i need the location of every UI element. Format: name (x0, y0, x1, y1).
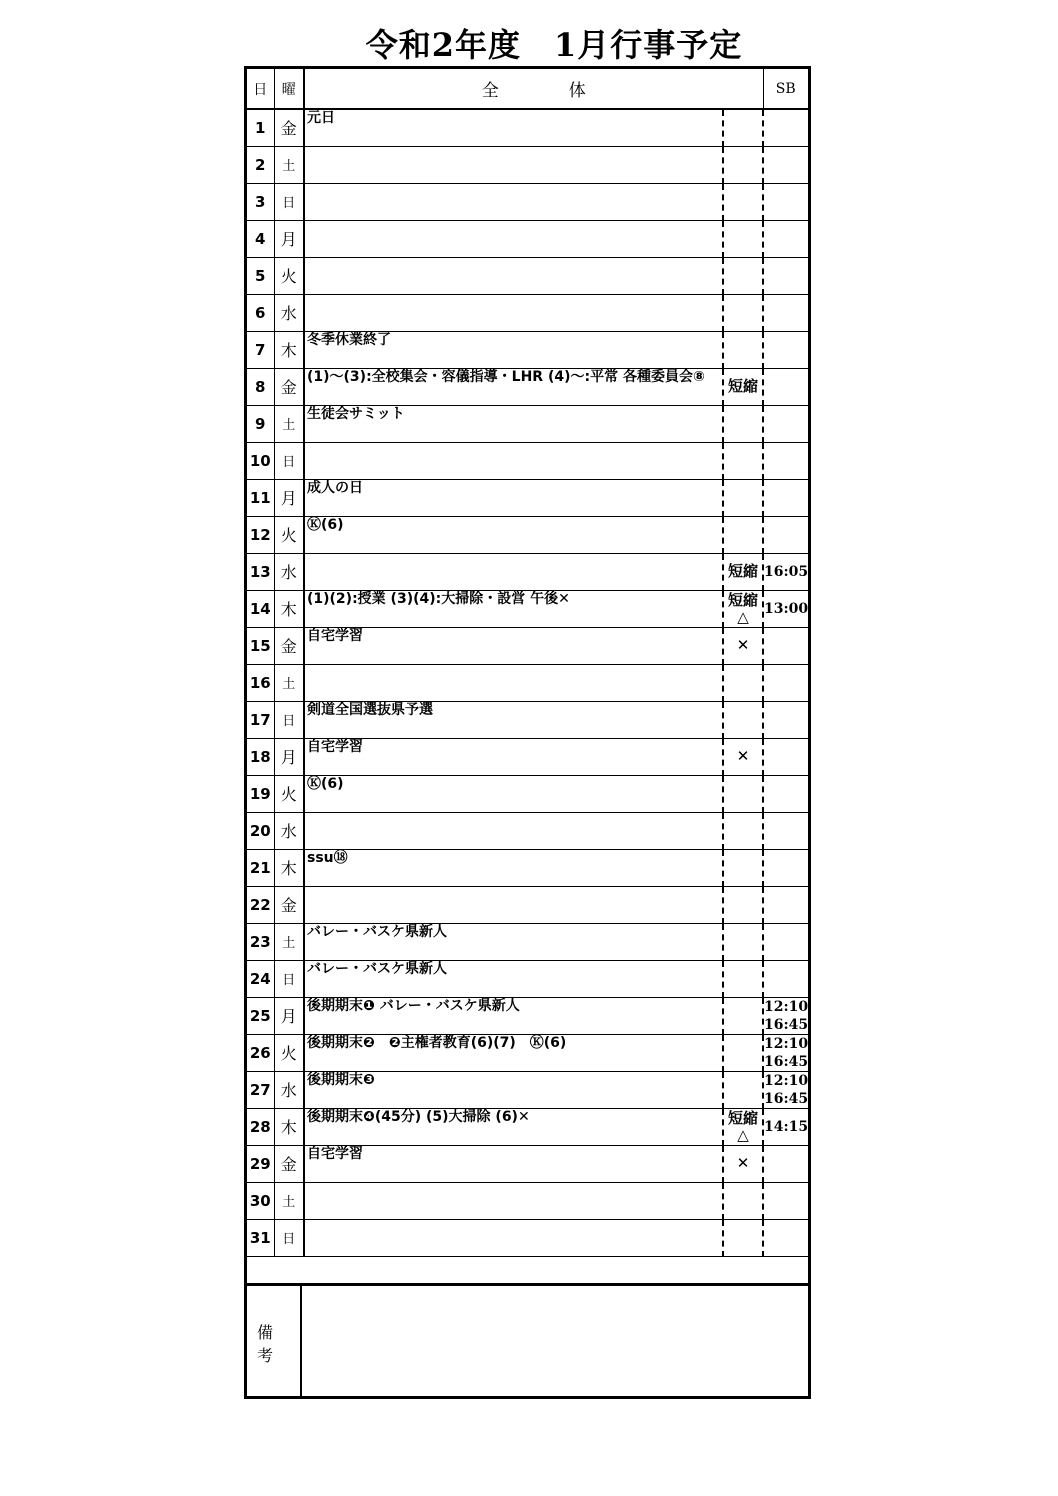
day-cell: 23 (247, 923, 274, 960)
sb-cell (763, 442, 808, 479)
sb-cell: 13:00 (763, 590, 808, 627)
day-cell: 26 (247, 1034, 274, 1071)
header-all (304, 69, 763, 109)
table-row (247, 553, 808, 590)
day-cell: 11 (247, 479, 274, 516)
weekday-cell: 金 (274, 109, 304, 146)
sb-cell: 16:05 (763, 553, 808, 590)
event-cell: 冬季休業終了 (304, 331, 723, 368)
event-cell: ssu⑱ (304, 849, 723, 886)
table-row (247, 849, 808, 886)
sb-cell: 12:10 16:45 (764, 1072, 808, 1107)
day-cell: 9 (247, 405, 274, 442)
day-cell: 16 (247, 664, 274, 701)
table-row (247, 1034, 808, 1071)
short-cell: ✕ (723, 627, 763, 664)
day-cell: 1 (247, 109, 274, 146)
event-cell (304, 183, 723, 220)
short-cell (723, 960, 763, 997)
sb-cell (763, 1219, 808, 1256)
table-row (247, 257, 808, 294)
short-cell (723, 701, 763, 738)
sb-cell (763, 405, 808, 442)
short-cell (723, 886, 763, 923)
table-row (247, 146, 808, 183)
table-row (247, 1071, 808, 1108)
weekday-cell: 月 (274, 220, 304, 257)
event-cell (304, 1182, 723, 1219)
sb-cell (763, 627, 808, 664)
weekday-cell: 金 (274, 627, 304, 664)
weekday-cell: 水 (274, 553, 304, 590)
sb-cell (763, 738, 808, 775)
day-cell: 28 (247, 1108, 274, 1145)
day-cell: 27 (247, 1071, 274, 1108)
weekday-cell: 火 (274, 257, 304, 294)
weekday-cell: 土 (274, 1182, 304, 1219)
weekday-cell: 土 (274, 923, 304, 960)
day-cell: 4 (247, 220, 274, 257)
sb-cell (763, 960, 808, 997)
event-cell (304, 146, 723, 183)
event-cell (304, 220, 723, 257)
event-cell: (1)(2):授業 (3)(4):大掃除・設営 午後✕ (304, 590, 723, 627)
event-cell: 自宅学習 (304, 627, 723, 664)
sb-cell (763, 812, 808, 849)
short-cell (723, 109, 763, 146)
event-cell (304, 442, 723, 479)
schedule-sheet (244, 66, 811, 1399)
weekday-cell: 日 (274, 960, 304, 997)
event-cell: 元日 (304, 109, 723, 146)
short-cell: 短縮 (723, 368, 763, 405)
event-cell: 生徒会サミット (304, 405, 723, 442)
table-row (247, 442, 808, 479)
short-cell (723, 294, 763, 331)
table-row (247, 701, 808, 738)
event-cell: Ⓚ(6) (304, 775, 723, 812)
header-all-2: 体 (568, 81, 586, 101)
sb-cell (763, 701, 808, 738)
day-cell: 14 (247, 590, 274, 627)
day-cell: 15 (247, 627, 274, 664)
short-cell (723, 923, 763, 960)
day-cell: 13 (247, 553, 274, 590)
short-cell (723, 997, 763, 1034)
short-cell (723, 1182, 763, 1219)
remarks-label: 備考 (247, 1286, 302, 1399)
table-row (247, 1182, 808, 1219)
event-cell: Ⓚ(6) (304, 516, 723, 553)
table-row (247, 220, 808, 257)
table-row (247, 183, 808, 220)
table-row (247, 886, 808, 923)
day-cell: 18 (247, 738, 274, 775)
weekday-cell: 土 (274, 405, 304, 442)
table-row (247, 590, 808, 627)
sb-cell (763, 109, 808, 146)
page-title: 令和2年度 1月行事予定 (365, 26, 743, 64)
table-row (247, 960, 808, 997)
event-cell (304, 553, 723, 590)
table-row (247, 331, 808, 368)
day-cell: 2 (247, 146, 274, 183)
weekday-cell: 土 (274, 664, 304, 701)
short-cell (723, 183, 763, 220)
weekday-cell: 木 (274, 1108, 304, 1145)
table-row (247, 1219, 808, 1256)
header-sb: SB (763, 69, 808, 109)
day-cell: 6 (247, 294, 274, 331)
weekday-cell: 火 (274, 775, 304, 812)
header-all-1: 全 (481, 81, 499, 101)
sb-cell (763, 368, 808, 405)
event-cell (304, 1219, 723, 1256)
day-cell: 10 (247, 442, 274, 479)
short-cell (723, 812, 763, 849)
weekday-cell: 金 (274, 1145, 304, 1182)
weekday-cell: 月 (274, 997, 304, 1034)
sb-cell: 14:15 (763, 1108, 808, 1145)
header-day: 日 (247, 69, 274, 109)
sb-cell (763, 331, 808, 368)
event-cell: 後期期末❹(45分) (5)大掃除 (6)✕ (304, 1108, 723, 1145)
weekday-cell: 土 (274, 146, 304, 183)
sb-cell (763, 1182, 808, 1219)
day-cell: 3 (247, 183, 274, 220)
short-cell (723, 220, 763, 257)
day-cell: 21 (247, 849, 274, 886)
header-weekday: 曜 (274, 69, 304, 109)
weekday-cell: 月 (274, 738, 304, 775)
sb-cell (763, 886, 808, 923)
sb-cell (763, 849, 808, 886)
remarks-body[interactable] (304, 1286, 808, 1399)
weekday-cell: 金 (274, 368, 304, 405)
weekday-cell: 水 (274, 1071, 304, 1108)
short-cell (723, 775, 763, 812)
sb-cell (763, 294, 808, 331)
weekday-cell: 木 (274, 331, 304, 368)
short-cell: ✕ (723, 1145, 763, 1182)
weekday-cell: 火 (274, 1034, 304, 1071)
sb-cell (763, 220, 808, 257)
short-cell (723, 479, 763, 516)
day-cell: 8 (247, 368, 274, 405)
day-cell: 20 (247, 812, 274, 849)
event-cell (304, 294, 723, 331)
weekday-cell: 日 (274, 1219, 304, 1256)
day-cell: 17 (247, 701, 274, 738)
weekday-cell: 日 (274, 701, 304, 738)
short-cell (723, 849, 763, 886)
header-row (247, 69, 808, 109)
weekday-cell: 木 (274, 590, 304, 627)
table-row (247, 738, 808, 775)
short-cell (723, 1034, 763, 1071)
sb-cell (763, 479, 808, 516)
table-row (247, 627, 808, 664)
event-cell: バレー・バスケ県新人 (304, 960, 723, 997)
day-cell: 24 (247, 960, 274, 997)
event-cell: 自宅学習 (304, 1145, 723, 1182)
event-cell: (1)～(3):全校集会・容儀指導・LHR (4)～:平常 各種委員会⑧ (304, 368, 723, 405)
day-cell: 5 (247, 257, 274, 294)
table-row (247, 294, 808, 331)
day-cell: 19 (247, 775, 274, 812)
day-cell: 12 (247, 516, 274, 553)
table-row (247, 405, 808, 442)
sb-cell: 12:10 16:45 (764, 998, 808, 1033)
day-cell: 22 (247, 886, 274, 923)
event-cell: 自宅学習 (304, 738, 723, 775)
sb-cell (763, 664, 808, 701)
short-cell: 短縮 (723, 553, 763, 590)
short-cell (723, 257, 763, 294)
day-cell: 25 (247, 997, 274, 1034)
short-cell (723, 664, 763, 701)
sb-cell (763, 257, 808, 294)
short-cell (723, 1219, 763, 1256)
table-row (247, 923, 808, 960)
table-row (247, 109, 808, 146)
table-row (247, 479, 808, 516)
sb-cell (763, 183, 808, 220)
sb-cell: 12:10 16:45 (764, 1035, 808, 1070)
table-row (247, 1145, 808, 1182)
event-cell: 剣道全国選抜県予選 (304, 701, 723, 738)
short-cell (723, 331, 763, 368)
event-cell (304, 257, 723, 294)
event-cell: 後期期末❸ (304, 1071, 723, 1108)
event-cell: 後期期末❷ ❷主権者教育(6)(7) Ⓚ(6) (304, 1034, 723, 1071)
event-cell: 成人の日 (304, 479, 723, 516)
weekday-cell: 金 (274, 886, 304, 923)
weekday-cell: 火 (274, 516, 304, 553)
short-cell (723, 146, 763, 183)
event-cell (304, 886, 723, 923)
sb-cell (763, 1145, 808, 1182)
event-cell: バレー・バスケ県新人 (304, 923, 723, 960)
weekday-cell: 日 (274, 183, 304, 220)
remarks-section (247, 1283, 808, 1399)
table-row (247, 812, 808, 849)
short-cell: 短縮 △ (723, 590, 763, 627)
short-cell (723, 442, 763, 479)
event-cell: 後期期末❶ バレー・バスケ県新人 (304, 997, 723, 1034)
weekday-cell: 木 (274, 849, 304, 886)
table-row (247, 516, 808, 553)
schedule-table (247, 69, 808, 1257)
weekday-cell: 月 (274, 479, 304, 516)
event-cell (304, 664, 723, 701)
sb-cell (763, 775, 808, 812)
weekday-cell: 水 (274, 294, 304, 331)
weekday-cell: 水 (274, 812, 304, 849)
day-cell: 7 (247, 331, 274, 368)
day-cell: 29 (247, 1145, 274, 1182)
day-cell: 31 (247, 1219, 274, 1256)
weekday-cell: 日 (274, 442, 304, 479)
short-cell (723, 405, 763, 442)
short-cell: ✕ (723, 738, 763, 775)
table-row (247, 664, 808, 701)
table-row (247, 775, 808, 812)
table-row (247, 1108, 808, 1145)
sb-cell (763, 923, 808, 960)
event-cell (304, 812, 723, 849)
table-row (247, 997, 808, 1034)
day-cell: 30 (247, 1182, 274, 1219)
sb-cell (763, 146, 808, 183)
table-row (247, 368, 808, 405)
short-cell (723, 1071, 763, 1108)
short-cell: 短縮 △ (723, 1108, 763, 1145)
sb-cell (763, 516, 808, 553)
short-cell (723, 516, 763, 553)
